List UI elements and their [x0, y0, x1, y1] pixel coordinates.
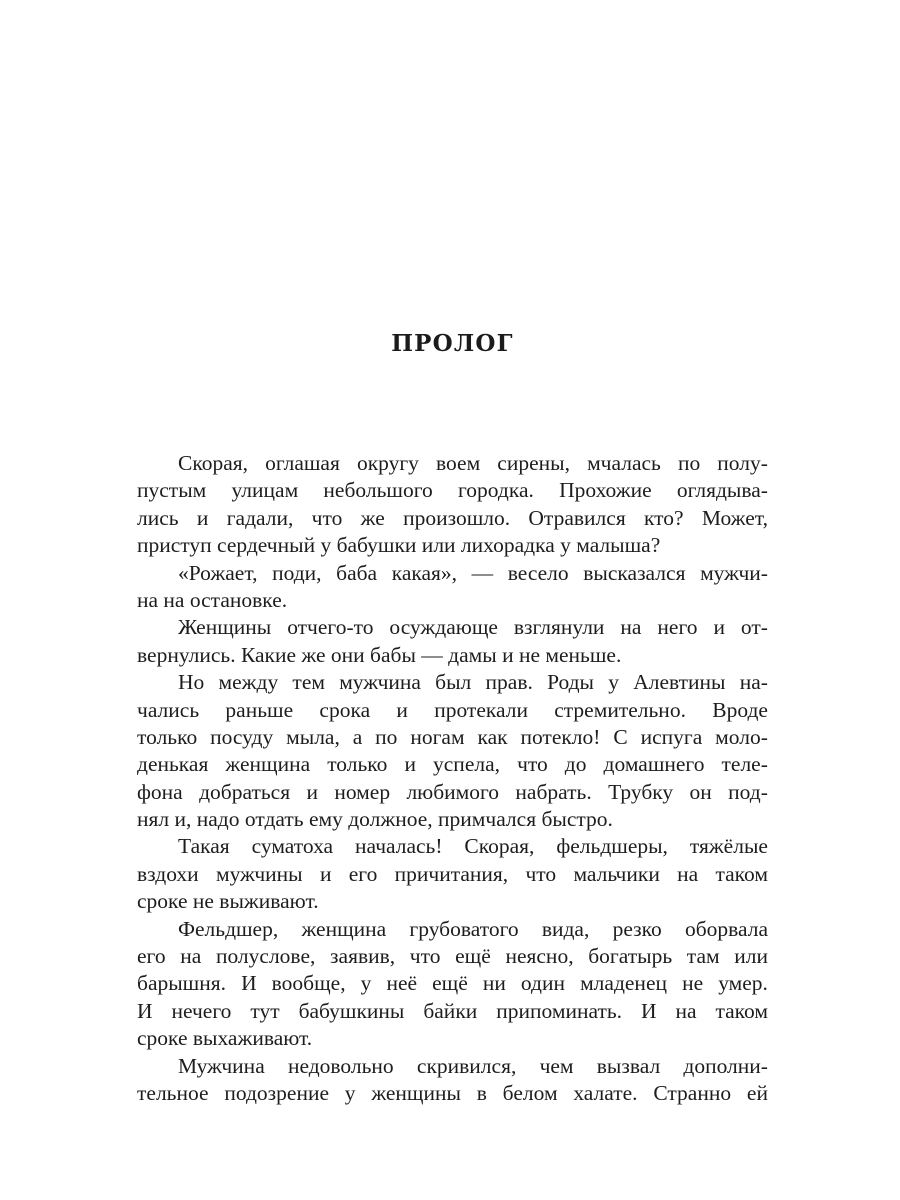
- word: тяжёлые: [689, 834, 768, 859]
- word: Такая: [178, 834, 230, 859]
- word: фельдшеры,: [556, 834, 668, 859]
- word: и: [404, 752, 416, 777]
- word: теле-: [721, 752, 768, 777]
- word: под-: [728, 779, 768, 804]
- word: Мужчина: [178, 1053, 265, 1078]
- word: только: [327, 752, 388, 777]
- word: припоминать.: [496, 998, 623, 1023]
- word: него: [657, 615, 698, 640]
- word: фона: [137, 779, 183, 804]
- text-line: [137, 943, 768, 970]
- page-text-block: [137, 330, 768, 1107]
- word: вызвал: [596, 1053, 661, 1078]
- text-line: [137, 1080, 768, 1107]
- word: мужчи-: [700, 560, 768, 585]
- word: что: [409, 944, 441, 969]
- word: протекали: [434, 697, 528, 722]
- word: как: [477, 724, 508, 749]
- word: а: [352, 724, 363, 749]
- word: богатырь: [588, 944, 673, 969]
- word: гадали,: [226, 505, 294, 530]
- word: или: [734, 944, 768, 969]
- word: Женщины: [178, 615, 272, 640]
- word: у: [608, 670, 619, 695]
- word: дополни-: [683, 1053, 768, 1078]
- text-line: [137, 998, 768, 1025]
- word: по: [677, 451, 701, 475]
- word: Алевтины: [633, 670, 726, 695]
- word: женщины: [371, 1080, 461, 1105]
- word: и: [319, 861, 332, 886]
- text-line: [137, 560, 768, 587]
- text-line: [137, 861, 768, 888]
- text-line: [137, 697, 768, 724]
- word: не: [682, 971, 704, 996]
- word: Роды: [547, 670, 594, 695]
- text-line: [137, 970, 768, 997]
- word: на: [677, 861, 699, 886]
- paragraph: [137, 669, 768, 833]
- word: какая»,: [391, 560, 458, 585]
- word: —: [471, 560, 494, 585]
- text-line: [137, 724, 768, 751]
- word: осуждающе: [389, 615, 498, 640]
- word: мчалась: [587, 451, 661, 475]
- word: мужчины: [215, 861, 303, 886]
- word: вздохи: [137, 861, 199, 886]
- word: что: [525, 861, 557, 886]
- word: Странно: [653, 1080, 732, 1105]
- word: потекло!: [520, 724, 601, 749]
- word: сирены,: [497, 451, 570, 475]
- word: успела,: [433, 752, 501, 777]
- word: пустым: [137, 478, 207, 503]
- word: таком: [715, 861, 768, 886]
- word: грубоватого: [409, 916, 519, 941]
- word: стремительно.: [554, 697, 686, 722]
- word: байки: [423, 998, 478, 1023]
- paragraph: [137, 1053, 768, 1108]
- word: чем: [539, 1053, 574, 1078]
- paragraph: [137, 450, 768, 560]
- word: раньше: [225, 697, 294, 722]
- word: младенец: [580, 971, 667, 996]
- text-line: [137, 669, 768, 696]
- word: до: [564, 752, 587, 777]
- word: моло-: [715, 724, 768, 749]
- word: посуду: [210, 724, 274, 749]
- text-line: [137, 751, 768, 778]
- word: «Рожает,: [178, 560, 258, 585]
- word: таком: [715, 998, 768, 1023]
- text-line: сроке выхаживают.: [137, 1026, 313, 1051]
- word: скривился,: [416, 1053, 517, 1078]
- word: женщина: [301, 916, 387, 941]
- word: весело: [507, 560, 569, 585]
- word: С: [613, 724, 628, 749]
- text-line: [137, 450, 768, 477]
- word: в: [476, 1080, 487, 1105]
- word: полу-: [717, 451, 768, 475]
- word: на: [180, 944, 202, 969]
- word: же: [360, 505, 385, 530]
- word: на-: [739, 670, 768, 695]
- paragraph: [137, 833, 768, 915]
- text-line: на на остановке.: [137, 587, 288, 612]
- word: от-: [740, 615, 768, 640]
- word: оборвала: [684, 916, 768, 941]
- word: ногам: [410, 724, 465, 749]
- word: тельное: [137, 1080, 209, 1105]
- word: на: [675, 998, 697, 1023]
- word: мужчина: [339, 670, 421, 695]
- word: мальчики: [573, 861, 660, 886]
- text-line: вернулись. Какие же они бабы — дамы и не меньше.: [137, 642, 622, 667]
- text-line: [137, 477, 768, 504]
- word: неё: [386, 971, 418, 996]
- word: его: [137, 944, 166, 969]
- word: его: [348, 861, 378, 886]
- paragraph: [137, 614, 768, 669]
- word: Но: [178, 670, 205, 695]
- word: и: [396, 697, 408, 722]
- text-line: [137, 916, 768, 943]
- word: добраться: [199, 779, 291, 804]
- chapter-heading: ПРОЛОГ: [391, 330, 514, 357]
- word: мыла,: [286, 724, 340, 749]
- word: испуга: [640, 724, 703, 749]
- word: Трубку: [608, 779, 674, 804]
- word: Фельдшер,: [178, 916, 279, 941]
- word: баба: [336, 560, 378, 585]
- word: нечего: [171, 998, 232, 1023]
- text-line: [137, 779, 768, 806]
- word: ей: [746, 1080, 768, 1105]
- word: белом: [502, 1080, 558, 1105]
- word: И: [137, 998, 153, 1023]
- word: на: [620, 615, 642, 640]
- word: тут: [250, 998, 280, 1023]
- text-line: нял и, надо отдать ему должное, примчался быстро.: [137, 807, 613, 832]
- word: резко: [612, 916, 662, 941]
- word: домашнего: [603, 752, 705, 777]
- word: женщина: [225, 752, 311, 777]
- word: прав.: [485, 670, 533, 695]
- word: ещё: [432, 971, 468, 996]
- word: вида,: [541, 916, 590, 941]
- word: высказался: [583, 560, 686, 585]
- word: между: [218, 670, 279, 695]
- word: чались: [137, 697, 200, 722]
- word: денькая: [137, 752, 209, 777]
- word: набрать.: [515, 779, 592, 804]
- word: Скорая,: [178, 451, 249, 475]
- word: халате.: [573, 1080, 638, 1105]
- word: взглянули: [513, 615, 605, 640]
- word: небольшого: [323, 478, 433, 503]
- word: вообще,: [271, 971, 346, 996]
- word: неясно,: [505, 944, 574, 969]
- paragraph: [137, 560, 768, 615]
- word: лись: [137, 505, 179, 530]
- word: у: [344, 1080, 356, 1105]
- word: у: [360, 971, 372, 996]
- word: барышня.: [137, 971, 227, 996]
- word: кто?: [644, 505, 684, 530]
- word: бабушкины: [298, 998, 405, 1023]
- text-line: приступ сердечный у бабушки или лихорадка у малыша?: [137, 533, 661, 558]
- text-line: [137, 1053, 768, 1080]
- word: подозрение: [224, 1080, 329, 1105]
- word: недовольно: [287, 1053, 394, 1078]
- word: оглашая: [265, 451, 340, 475]
- word: улицам: [231, 478, 299, 503]
- word: там: [686, 944, 720, 969]
- text-line: [137, 505, 768, 532]
- word: полуслове,: [215, 944, 316, 969]
- word: Скорая,: [464, 834, 535, 859]
- word: Прохожие: [559, 478, 652, 503]
- word: только: [137, 724, 198, 749]
- word: суматоха: [251, 834, 334, 859]
- word: и: [306, 779, 318, 804]
- word: Вроде: [712, 697, 768, 722]
- word: отчего-то: [287, 615, 374, 640]
- word: он: [689, 779, 712, 804]
- word: заявив,: [330, 944, 396, 969]
- word: округу: [356, 451, 419, 475]
- word: ещё: [455, 944, 491, 969]
- word: один: [520, 971, 566, 996]
- text-line: [137, 833, 768, 860]
- word: поди,: [272, 560, 322, 585]
- word: умер.: [718, 971, 768, 996]
- word: что: [517, 752, 548, 777]
- word: номер: [334, 779, 391, 804]
- word: и: [713, 615, 725, 640]
- word: любимого: [406, 779, 500, 804]
- word: началась!: [355, 834, 443, 859]
- word: городка.: [457, 478, 534, 503]
- word: ни: [482, 971, 506, 996]
- word: оглядыва-: [676, 478, 768, 503]
- word: Отравился: [528, 505, 626, 530]
- word: тем: [292, 670, 325, 695]
- text-line: сроке не выживают.: [137, 889, 319, 914]
- word: срока: [319, 697, 371, 722]
- word: был: [435, 670, 472, 695]
- word: произошло.: [403, 505, 511, 530]
- word: И: [640, 998, 657, 1023]
- word: И: [241, 971, 257, 996]
- word: по: [375, 724, 398, 749]
- paragraph: [137, 916, 768, 1053]
- word: и: [196, 505, 209, 530]
- text-line: [137, 614, 768, 641]
- body-text: [137, 450, 768, 1107]
- word: причитания,: [394, 861, 509, 886]
- word: что: [311, 505, 343, 530]
- word: Может,: [701, 505, 768, 530]
- word: воем: [436, 451, 481, 475]
